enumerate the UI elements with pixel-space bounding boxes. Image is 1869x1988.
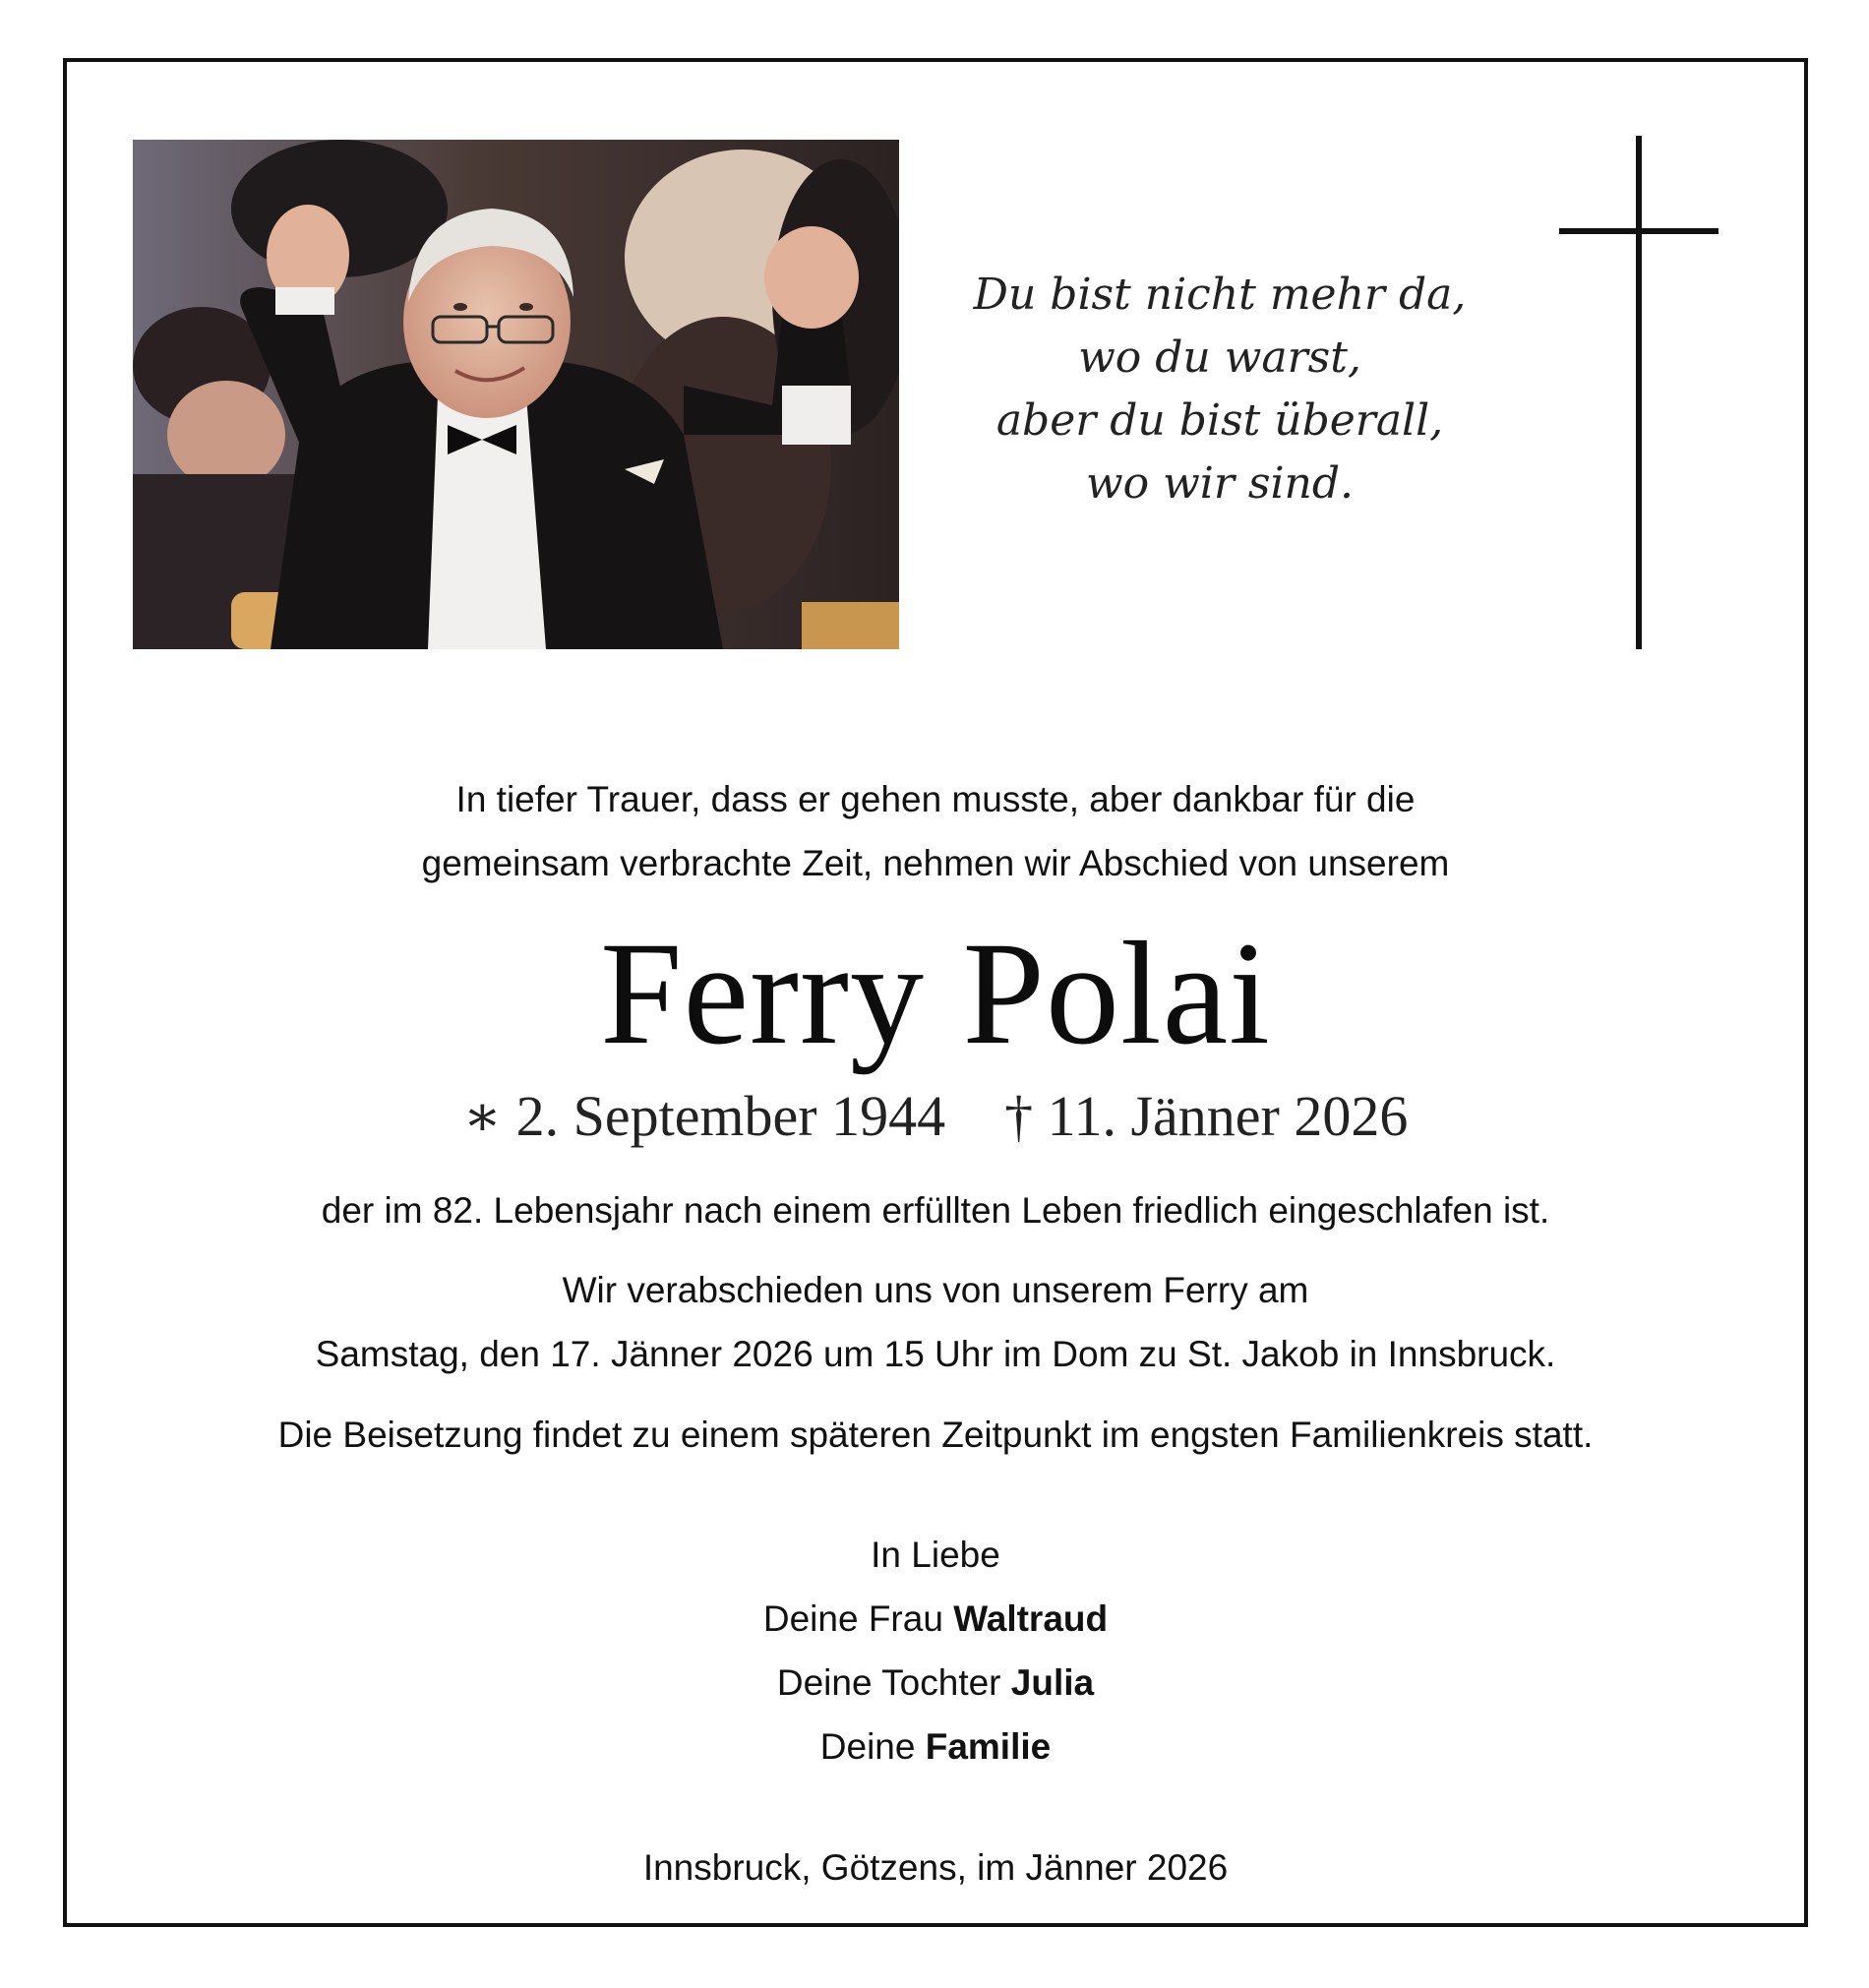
mourner-name: Waltraud [953,1598,1109,1639]
body-line-text: der im 82. Lebensjahr nach einem erfüllten Leben friedlich eingeschlafen ist. [321,1190,1550,1231]
poem-line: wo du warst, [1078,332,1361,383]
intro-line: gemeinsam verbrachte Zeit, nehmen wir Abschied von unserem [421,843,1450,883]
mourner-prefix: Deine Frau [762,1598,943,1639]
place-and-date: Innsbruck, Götzens, im Jänner 2026 [642,1847,1229,1888]
mourner-wife [63,1587,1808,1651]
life-dates [63,1082,1808,1151]
intro-text [63,767,1808,895]
burial-line: Die Beisetzung findet zu einem späteren Zeitpunkt im engsten Familienkreis statt. [277,1415,1594,1455]
mourner-daughter [63,1651,1808,1715]
intro-line: In tiefer Trauer, dass er gehen musste, aber dankbar für die [455,779,1416,819]
closing-signature [63,1523,1808,1778]
poem [944,264,1495,515]
poem-line: aber du bist überall, [995,395,1444,446]
poem-line: wo wir sind. [1085,458,1355,509]
mourner-family [63,1715,1808,1778]
in-liebe: In Liebe [871,1535,1000,1575]
ceremony-info [63,1258,1808,1386]
mourner-prefix: Deine [819,1726,916,1767]
death-date: † 11. Jänner 2026 [1004,1084,1409,1148]
mourner-name: Julia [1010,1662,1095,1703]
mourner-prefix: Deine Tochter [776,1662,1001,1703]
portrait-photo-illustration [133,140,899,649]
cross-icon [1559,136,1718,649]
birth-date: ∗ 2. September 1944 [462,1084,946,1148]
deceased-name: Ferry Polai [600,912,1271,1075]
ceremony-line: Samstag, den 17. Jänner 2026 um 15 Uhr im Dom zu St. Jakob in Innsbruck. [315,1334,1556,1374]
burial-info [63,1403,1808,1467]
body-line [63,1178,1808,1242]
mourner-name: Familie [925,1726,1052,1767]
portrait-photo [133,140,899,649]
ceremony-line: Wir verabschieden uns von unserem Ferry am [562,1270,1309,1310]
poem-line: Du bist nicht mehr da, [973,270,1467,320]
